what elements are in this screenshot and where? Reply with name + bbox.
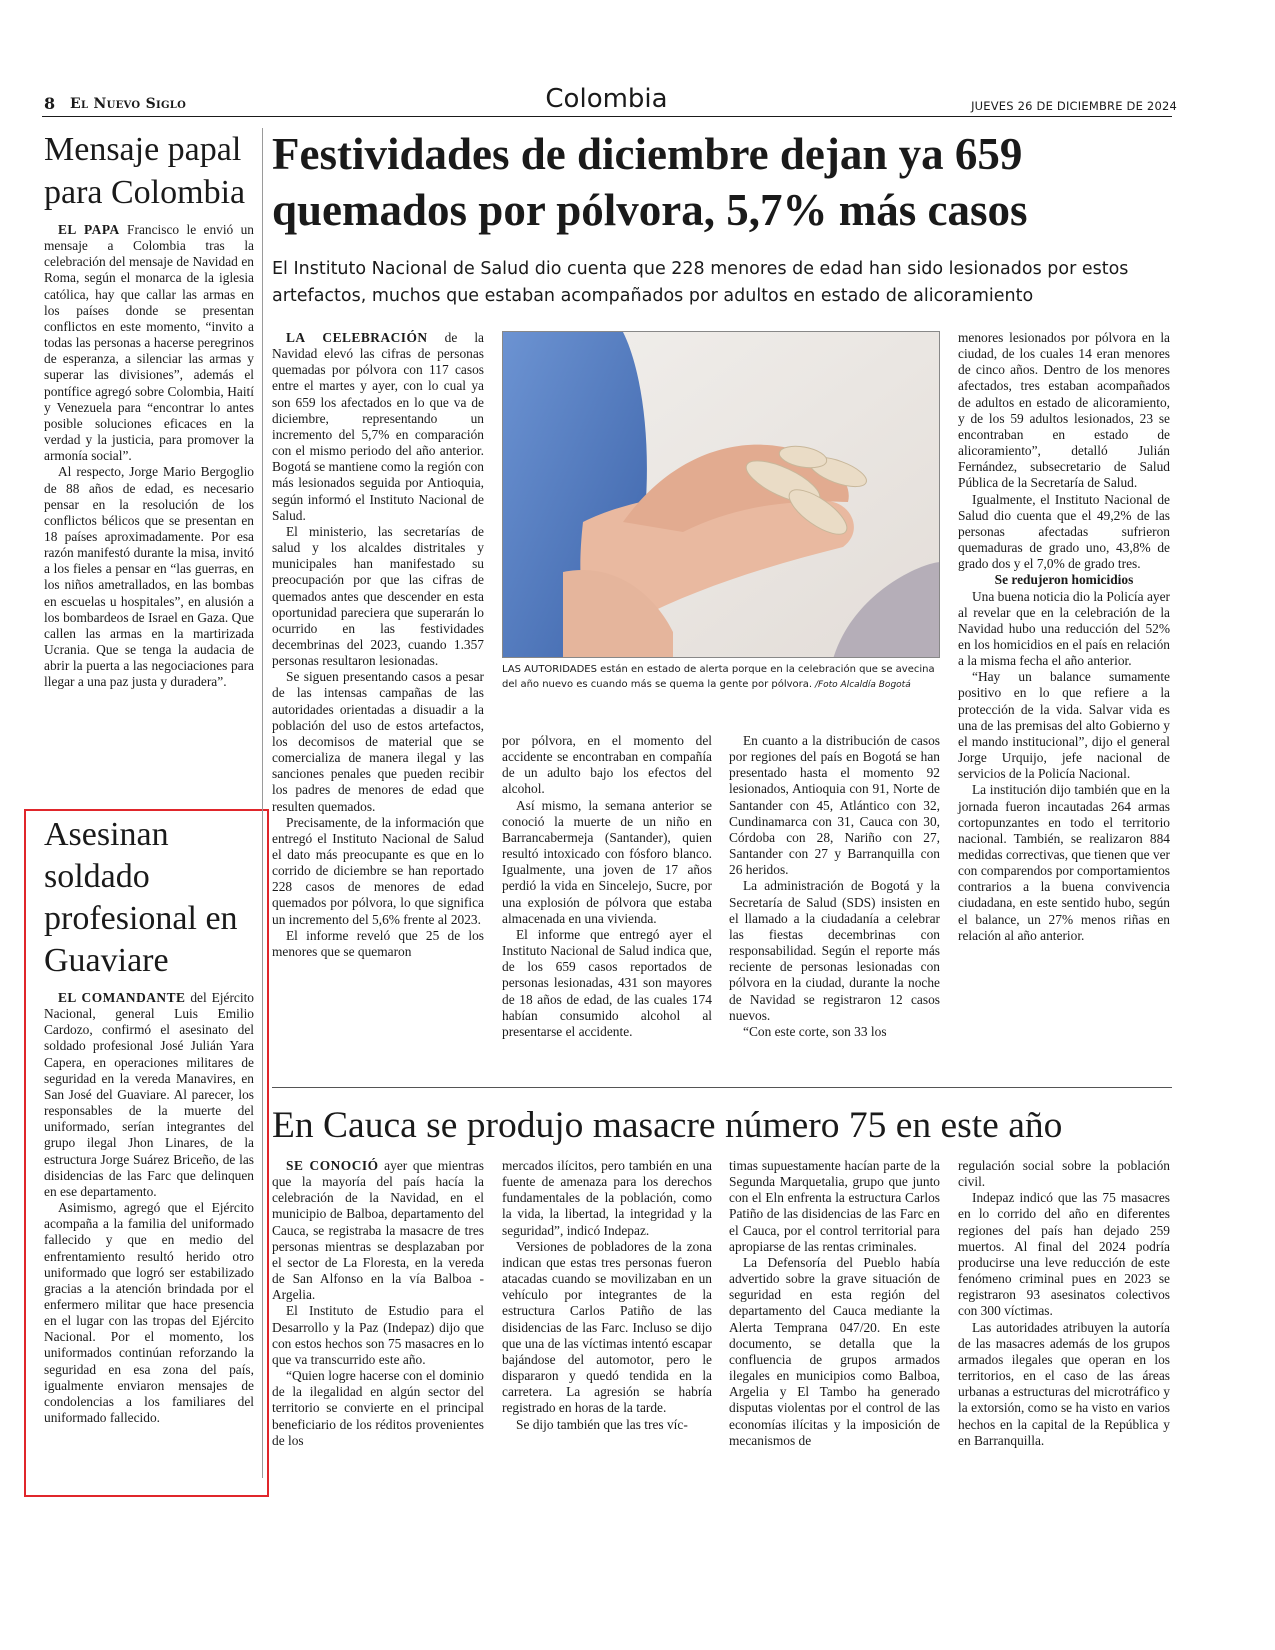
main-col4 [958, 330, 1170, 944]
main-deck: El Instituto Nacional de Salud dio cuenta que 228 menores de edad han sido lesionados por estos artefactos, muchos que estaban acompañados por adultos en estado de alicoramiento [272, 259, 1129, 306]
cauca-col4 [958, 1158, 1170, 1449]
main-paragraph: La administración de Bogotá y la Secretaría de Salud (SDS) insisten en el llamado a la ciudadanía a celebrar las fiestas decembrinas con responsabilidad. Según el reporte más reciente de personas lesionadas con pólvora en la ciudad, durante la noche de Navidad se registraron 12 casos nuevos. [729, 878, 940, 1023]
sidebar-bottom-body [44, 990, 254, 1426]
main-paragraph: El ministerio, las secretarías de salud y los alcaldes distritales y municipales han manifestado su preocupación por que las cifras de quemados antes que descender en esta oportunidad pareciera que superarán lo ocurrido en las festividades decembrinas del 2023, cuando 1.357 personas resultaron lesionadas. [272, 523, 484, 669]
main-paragraph: El informe reveló que 25 de los menores que se quemaron [272, 927, 484, 959]
cauca-paragraph: Indepaz indicó que las 75 masacres en lo corrido del año en diferentes regiones del país han dejado 259 muertos. Al final del 2024 podría producirse una leve reducción de este fenómeno criminal pues en 2023 se registraron 93 asesinatos colectivos con 300 víctimas. [958, 1190, 1170, 1319]
sidebar-bottom-headline: Asesinan soldado profesional en Guaviare [44, 816, 238, 979]
section-name: Colombia [545, 84, 668, 114]
sidebar-top-headline: Mensaje papal para Colombia [44, 131, 246, 211]
cauca-paragraph: regulación social sobre la población civil. [958, 1158, 1170, 1190]
cauca-paragraph: timas supuestamente hacían parte de la Segunda Marquetalia, grupo que junto con el Eln enfrenta la estructura Carlos Patiño de las disidencias de las Farc en el Cauca, por el control territorial para apropiarse de las rentas criminales. [729, 1158, 940, 1254]
cauca-paragraph: El Instituto de Estudio para el Desarrollo y la Paz (Indepaz) dijo que con estos hechos son 75 masacres en lo que va transcurrido este año. [272, 1303, 484, 1367]
main-paragraph: Precisamente, de la información que entregó el Instituto Nacional de Salud el dato más preocupante es que en lo corrido de diciembre se han reportado 228 casos de menores de edad quemados por pólvora, lo que significa un incremento del 5,6% frente al 2023. [272, 814, 484, 927]
cauca-lead: SE CONOCIÓ [286, 1158, 379, 1173]
cauca-paragraph: ayer que mientras que la mayoría del país hacía la celebración de la Navidad, en el municipio de Balboa, departamento del Cauca, se registraba la masacre de tres personas mientras se desplazaban por el sector de La Floresta, en la vereda de San Alfonso en la vía Balboa - Argelia. [272, 1158, 484, 1303]
main-paragraph: de la Navidad elevó las cifras de personas quemadas por pólvora con 117 casos entre el martes y ayer, con lo cual ya son 659 los afectados en lo que va de diciembre, representando un incremento del 5,7% en comparación con el mismo periodo del año anterior. Bogotá se mantiene como la región con más lesionados seguida por Antioquia, según informó el Instituto Nacional de Salud. [272, 330, 484, 523]
sidebar-top-body [44, 222, 254, 691]
cauca-col1 [272, 1158, 484, 1449]
main-photo [502, 331, 940, 658]
cauca-paragraph: Versiones de pobladores de la zona indican que estas tres personas fueron atacadas cuando se movilizaban en un vehículo por integrantes de la estructura Carlos Patiño de las disidencias de las Farc. Incluso se dijo que una de las víctimas intentó escapar bajándose del automotor, pero le dispararon y quedó tendida en la carretera. La agresión se habría registrado en horas de la tarde. [502, 1238, 712, 1416]
cauca-headline: En Cauca se produjo masacre número 75 en este año [272, 1105, 1063, 1146]
sidebar-top-paragraph: Al respecto, Jorge Mario Bergoglio de 88 años de edad, es necesario pensar en la resolución de los conflictos bélicos que se presentan en 18 países aproximadamente. Por esa razón manifestó durante la misa, invitó a los fieles a pensar en “las guerras, en los niños ametrallados, en las bombas en escuelas u hospitales”, en alusión a los bombardeos de Israel en Gaza. Que callen las armas en la martirizada Ucrania. Que se tenga la audacia de abrir la puerta a las negociaciones para llegar a una paz justa y duradera”. [44, 464, 254, 690]
main-lead: LA CELEBRACIÓN [286, 330, 428, 345]
main-paragraph: Así mismo, la semana anterior se conoció la muerte de un niño en Barrancabermeja (Santander), quien resultó intoxicado con fósforo blanco. Igualmente, una joven de 17 años perdió la vida en Sincelejo, Sucre, por una explosión de pólvora que estaba almacenada en una vivienda. [502, 797, 712, 926]
sidebar-bottom-paragraph: Asimismo, agregó que el Ejército acompaña a la familia del uniformado fallecido y que en medio del enfrentamiento resultó herido otro uniformado que logró ser estabilizado gracias a la atención brindada por el enfermero militar que hace presencia en el lugar con las tropas del Ejército Nacional. Por el momento, los uniformados continúan reforzando la seguridad en esa zona del país, igualmente enviaron mensajes de condolencias a los familiares del uniformado fallecido. [44, 1200, 254, 1426]
cauca-paragraph: “Quien logre hacerse con el dominio de la ilegalidad en algún sector del territorio se convierte en el principal beneficiario de los réditos provenientes de los [272, 1368, 484, 1448]
main-subhead: Se redujeron homicidios [994, 572, 1134, 588]
main-paragraph: por pólvora, en el momento del accidente se encontraban en compañía de un adulto bajo los efectos del alcohol. [502, 733, 712, 797]
photo-caption [502, 663, 940, 692]
sidebar-top-lead: EL PAPA [58, 222, 120, 237]
sidebar-top-paragraph: Francisco le envió un mensaje a Colombia tras la celebración del mensaje de Navidad en Roma, según el monarca de la iglesia católica, hay que callar las armas en los países donde se presentan conflictos en este momento, “invito a todas las personas a hacerse peregrinos de esperanza, a silenciar las armas y superar las divisiones”, además el pontífice agregó sobre Colombia, Haití y Venezuela para “encontrar lo antes posible soluciones eficaces en la verdad y la justicia, para promover la armonía social”. [44, 222, 254, 464]
sidebar-bottom-article [44, 814, 254, 1426]
sidebar-divider [262, 128, 263, 1478]
main-paragraph: Igualmente, el Instituto Nacional de Salud dio cuenta que el 49,2% de las personas afectadas sufrieron quemaduras de grado uno, 43,8% de grado dos y el 7,0% de grado tres. [958, 491, 1170, 572]
main-col3 [729, 733, 940, 1040]
sidebar-top-article [44, 128, 254, 691]
main-paragraph: Se siguen presentando casos a pesar de las intensas campañas de las autoridades orientadas a disuadir a la población del uso de estos artefactos, los decomisos de material que se comercializa de manera ilegal y las sanciones penales que pueden recibir los padres de menores de edad que resulten quemados. [272, 669, 484, 814]
caption-lead: LAS AUTORIDADES [502, 664, 597, 675]
main-paragraph: menores lesionados por pólvora en la ciudad, de los cuales 14 eran menores de cinco años. Dentro de los menores afectados, tres estaban acompañados de adultos en estado de alicoramiento, y de los 59 adultos lesionados, 23 se encontraban en estado de alicoramiento”, detalló Julián Fernández, subsecretario de Salud Pública de la Secretaría de Salud. [958, 330, 1170, 491]
header-rule [42, 116, 1172, 117]
cauca-col3 [729, 1158, 940, 1449]
main-col1 [272, 330, 484, 960]
main-col2 [502, 733, 712, 1040]
caption-text: están en estado de alerta porque en la celebración que se avecina del año nuevo es cuando más se quema la gente por pólvora. [502, 664, 935, 690]
cauca-paragraph: Las autoridades atribuyen la autoría de las masacres además de los grupos armados ilegales que operan en los territorios, en el caso de las áreas urbanas a estructuras del microtráfico y la extorsión, como se ha visto en varios hechos en la capital de la República y en Barranquilla. [958, 1319, 1170, 1448]
burned-hands-photo [503, 332, 940, 658]
main-paragraph: Una buena noticia dio la Policía ayer al revelar que en la celebración de la Navidad hubo una reducción del 52% en los homicidios en el país en relación a la misma fecha el año anterior. [958, 588, 1170, 669]
issue-date: JUEVES 26 DE DICIEMBRE DE 2024 [971, 99, 1177, 113]
main-paragraph: “Con este corte, son 33 los [743, 1023, 887, 1039]
sidebar-bottom-paragraph: del Ejército Nacional, general Luis Emilio Cardozo, confirmó el asesinato del soldado profesional José Julián Yara Capera, en operaciones militares de seguridad en la vereda Manavires, en San José del Guaviare. Al parecer, los responsables de la muerte del uniformado, serían integrantes del grupo ilegal Jhon Linares, de la estructura Jorge Suárez Briceño, de las disidencias de las Farc que delinquen en ese departamento. [44, 990, 254, 1199]
cauca-col2 [502, 1158, 712, 1433]
cauca-paragraph: mercados ilícitos, pero también en una fuente de amenaza para los derechos fundamentales de la población, como la vida, la libertad, la integridad y la seguridad”, indicó Indepaz. [502, 1158, 712, 1238]
caption-credit: /Foto Alcaldía Bogotá [812, 679, 911, 690]
main-headline: Festividades de diciembre dejan ya 659 quemados por pólvora, 5,7% más casos [272, 129, 1028, 235]
page-number: 8 [44, 94, 56, 113]
main-paragraph: La institución dijo también que en la jornada fueron incautadas 264 armas cortopunzantes en todo el territorio nacional. También, se realizaron 884 medidas correctivas, que tienen que ver con comparendos por comportamientos contrarios a la buena convivencia ciudadana, en este sentido hubo, según el balance, un 27% menos riñas en relación al año anterior. [958, 782, 1170, 943]
masthead: El Nuevo Siglo [70, 96, 187, 112]
cauca-paragraph: La Defensoría del Pueblo había advertido sobre la grave situación de seguridad en esta región del departamento del Cauca mediante la Alerta Temprana 047/20. En este documento, se detalla que la confluencia de grupos armados ilegales en municipios como Balboa, Argelia y El Tambo ha generado disputas violentas por el control de las economías ilícitas y la imposición de mecanismos de [729, 1254, 940, 1448]
main-paragraph: El informe que entregó ayer el Instituto Nacional de Salud indica que, de los 659 casos reportados de personas lesionadas, 431 son mayores de 18 años de edad, de las cuales 174 habían consumido alcohol al presentarse el accidente. [502, 926, 712, 1039]
main-paragraph: En cuanto a la distribución de casos por regiones del país en Bogotá se han presentado hasta el momento 92 lesionados, Antioquia con 91, Norte de Santander con 45, Atlántico con 32, Cundinamarca con 31, Cauca con 30, Córdoba con 28, Nariño con 27, Santander con 27 y Barranquilla con 26 heridos. [729, 733, 940, 878]
sidebar-bottom-lead: EL COMANDANTE [58, 990, 186, 1005]
cauca-paragraph: Se dijo también que las tres víc- [516, 1416, 688, 1432]
story-divider [272, 1087, 1172, 1088]
main-paragraph: “Hay un balance sumamente positivo en lo que refiere a la protección de la vida. Salvar vida es una de las premisas del alto Gobierno y el mando institucional”, dijo el general Jorge Urquijo, jefe nacional de servicios de la Policía Nacional. [958, 669, 1170, 782]
